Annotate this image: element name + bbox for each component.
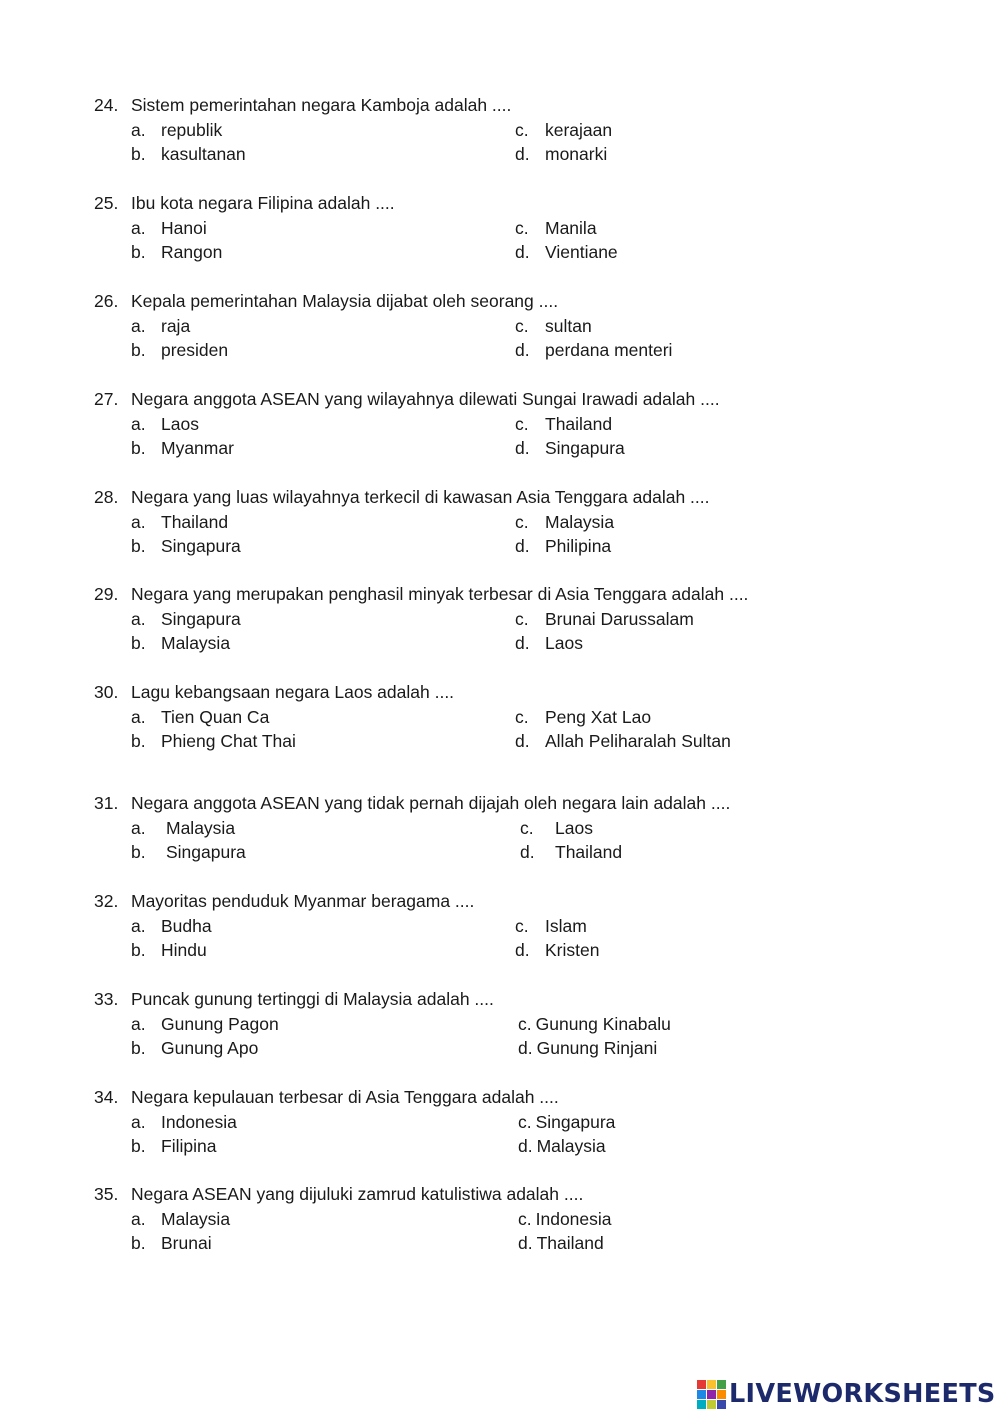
question-text: Negara yang merupakan penghasil minyak terbesar di Asia Tenggara adalah ....: [131, 584, 749, 604]
option-letter: c.: [515, 511, 529, 532]
option-letter: a.: [131, 608, 146, 629]
options: [94, 510, 954, 559]
option-text: Philipina: [545, 536, 612, 556]
option-c[interactable]: [515, 607, 694, 632]
option-text: Filipina: [161, 1136, 217, 1156]
option-letter: d.: [515, 536, 530, 556]
question-number: 29.: [94, 584, 119, 604]
option-text: Laos: [545, 633, 583, 653]
question-29: [94, 582, 954, 656]
option-letter: a.: [131, 1111, 146, 1132]
question-33: [94, 987, 954, 1061]
question-32: [94, 889, 954, 963]
option-letter: a.: [131, 1208, 146, 1229]
question-text: Negara yang luas wilayahnya terkecil di kawasan Asia Tenggara adalah ....: [131, 487, 710, 507]
option-text: Laos: [161, 413, 199, 434]
options: [94, 118, 954, 167]
option-text: Thailand: [555, 842, 623, 862]
option-a[interactable]: [131, 607, 241, 632]
question-number: 27.: [94, 389, 119, 409]
option-d[interactable]: [515, 631, 583, 656]
option-letter: b.: [131, 144, 146, 164]
option-d[interactable]: [518, 1134, 606, 1159]
options: [94, 412, 954, 461]
option-text: sultan: [545, 315, 592, 336]
option-letter: d.: [515, 940, 530, 960]
option-text: Myanmar: [161, 438, 234, 458]
option-b[interactable]: [131, 142, 246, 167]
option-d[interactable]: [515, 338, 672, 363]
option-letter: d.: [515, 144, 530, 164]
option-text: Singapura: [161, 608, 241, 629]
option-a[interactable]: [131, 216, 207, 241]
option-letter: b.: [131, 1038, 146, 1058]
options: [94, 1110, 954, 1159]
option-d[interactable]: [518, 1036, 657, 1061]
option-letter: c.: [518, 1111, 532, 1132]
option-d[interactable]: [520, 840, 622, 865]
option-letter: d.: [515, 438, 530, 458]
option-a[interactable]: [131, 118, 222, 143]
options: [94, 705, 954, 754]
question-text: Negara kepulauan terbesar di Asia Tenggara adalah ....: [131, 1087, 559, 1107]
option-letter: a.: [131, 119, 146, 140]
option-text: Singapura: [545, 438, 625, 458]
option-c[interactable]: [518, 1207, 612, 1232]
question-text: Lagu kebangsaan negara Laos adalah ....: [131, 682, 455, 702]
option-text: Malaysia: [161, 1208, 231, 1229]
question-number: 28.: [94, 487, 119, 507]
option-d[interactable]: [515, 938, 599, 963]
option-text: Vientiane: [545, 242, 618, 262]
option-text: Allah Peliharalah Sultan: [545, 731, 731, 751]
option-c[interactable]: [515, 314, 592, 339]
liveworksheets-logo[interactable]: [697, 1379, 996, 1409]
options: [94, 216, 954, 265]
option-letter: d.: [515, 242, 530, 262]
option-letter: c.: [518, 1208, 532, 1229]
option-text: Indonesia: [161, 1111, 237, 1132]
option-letter: a.: [131, 706, 146, 727]
option-letter: c.: [518, 1013, 532, 1034]
question-number: 32.: [94, 891, 119, 911]
option-c[interactable]: [515, 412, 612, 437]
option-letter: b.: [131, 536, 146, 556]
question-30: [94, 680, 954, 754]
logo-tile: [697, 1380, 706, 1389]
option-text: raja: [161, 315, 191, 336]
option-text: Brunai Darussalam: [545, 608, 694, 629]
question-number: 30.: [94, 682, 119, 702]
option-letter: a.: [131, 817, 146, 838]
option-letter: c.: [515, 119, 529, 140]
question-text: Ibu kota negara Filipina adalah ....: [131, 193, 395, 213]
option-d[interactable]: [515, 240, 618, 265]
option-text: Singapura: [166, 842, 246, 862]
question-number: 31.: [94, 793, 119, 813]
option-c[interactable]: [515, 118, 612, 143]
option-text: Malaysia: [166, 817, 236, 838]
question-number: 26.: [94, 291, 119, 311]
question-26: [94, 289, 954, 363]
option-letter: d.: [518, 1136, 533, 1156]
option-letter: d.: [520, 842, 535, 862]
option-text: kasultanan: [161, 144, 246, 164]
logo-tile: [707, 1380, 716, 1389]
option-a[interactable]: [131, 314, 190, 339]
logo-tile: [707, 1390, 716, 1399]
option-text: Singapura: [535, 1111, 616, 1132]
option-text: Budha: [161, 915, 212, 936]
option-b[interactable]: [131, 840, 246, 865]
option-text: Rangon: [161, 242, 223, 262]
option-a[interactable]: [131, 412, 199, 437]
option-letter: a.: [131, 1013, 146, 1034]
question-text: Negara anggota ASEAN yang tidak pernah dijajah oleh negara lain adalah ....: [131, 793, 731, 813]
logo-tile: [697, 1400, 706, 1409]
question-text: Negara anggota ASEAN yang wilayahnya dilewati Sungai Irawadi adalah ....: [131, 389, 720, 409]
option-b[interactable]: [131, 729, 296, 754]
option-letter: b.: [131, 842, 146, 862]
option-letter: d.: [518, 1038, 533, 1058]
option-text: Gunung Apo: [161, 1038, 259, 1058]
question-24: [94, 93, 954, 167]
option-d[interactable]: [515, 436, 625, 461]
option-a[interactable]: [131, 1012, 279, 1037]
question-number: 33.: [94, 989, 119, 1009]
option-text: Laos: [555, 817, 593, 838]
option-b[interactable]: [131, 1134, 216, 1159]
option-c[interactable]: [515, 216, 597, 241]
logo-tile: [697, 1390, 706, 1399]
option-text: Phieng Chat Thai: [161, 731, 296, 751]
option-d[interactable]: [515, 142, 607, 167]
question-number: 34.: [94, 1087, 119, 1107]
option-text: Hanoi: [161, 217, 207, 238]
option-a[interactable]: [131, 1207, 230, 1232]
option-letter: c.: [515, 915, 529, 936]
option-a[interactable]: [131, 914, 212, 939]
option-letter: d.: [515, 633, 530, 653]
question-25: [94, 191, 954, 265]
option-c[interactable]: [518, 1110, 615, 1135]
option-c[interactable]: [515, 510, 614, 535]
option-letter: d.: [518, 1233, 533, 1253]
logo-text: LIVEWORKSHEETS: [729, 1379, 996, 1409]
option-text: Islam: [545, 915, 587, 936]
option-letter: c.: [515, 315, 529, 336]
option-letter: b.: [131, 340, 146, 360]
option-letter: a.: [131, 315, 146, 336]
option-c[interactable]: [520, 816, 593, 841]
option-a[interactable]: [131, 510, 228, 535]
option-text: Thailand: [536, 1233, 604, 1253]
option-a[interactable]: [131, 816, 235, 841]
option-letter: c.: [515, 217, 529, 238]
option-c[interactable]: [518, 1012, 671, 1037]
option-b[interactable]: [131, 436, 234, 461]
options: [94, 607, 954, 656]
option-d[interactable]: [518, 1231, 604, 1256]
option-text: Manila: [545, 217, 597, 238]
options: [94, 314, 954, 363]
option-letter: c.: [515, 413, 529, 434]
options: [94, 1012, 954, 1061]
options: [94, 914, 954, 963]
option-b[interactable]: [131, 534, 241, 559]
option-b[interactable]: [131, 1036, 258, 1061]
logo-tile: [717, 1390, 726, 1399]
question-31: [94, 791, 954, 865]
option-letter: b.: [131, 1136, 146, 1156]
option-letter: a.: [131, 217, 146, 238]
option-b[interactable]: [131, 938, 207, 963]
option-b[interactable]: [131, 338, 228, 363]
question-text: Puncak gunung tertinggi di Malaysia adalah ....: [131, 989, 494, 1009]
option-letter: b.: [131, 242, 146, 262]
logo-tile: [717, 1400, 726, 1409]
option-letter: a.: [131, 413, 146, 434]
option-text: Malaysia: [545, 511, 615, 532]
option-text: Malaysia: [536, 1136, 606, 1156]
question-text: Kepala pemerintahan Malaysia dijabat oleh seorang ....: [131, 291, 559, 311]
option-text: Thailand: [161, 511, 229, 532]
option-letter: b.: [131, 731, 146, 751]
option-c[interactable]: [515, 705, 651, 730]
question-number: 25.: [94, 193, 119, 213]
option-text: Hindu: [161, 940, 207, 960]
option-text: Gunung Rinjani: [536, 1038, 658, 1058]
option-letter: d.: [515, 731, 530, 751]
question-text: Sistem pemerintahan negara Kamboja adalah ....: [131, 95, 512, 115]
question-28: [94, 485, 954, 559]
logo-tile: [717, 1380, 726, 1389]
option-b[interactable]: [131, 631, 230, 656]
option-letter: a.: [131, 915, 146, 936]
option-text: Thailand: [545, 413, 613, 434]
question-number: 35.: [94, 1184, 119, 1204]
option-text: republik: [161, 119, 223, 140]
option-text: Gunung Kinabalu: [535, 1013, 671, 1034]
option-letter: b.: [131, 438, 146, 458]
option-letter: c.: [515, 706, 529, 727]
option-text: Singapura: [161, 536, 241, 556]
question-text: Mayoritas penduduk Myanmar beragama ....: [131, 891, 475, 911]
option-text: Peng Xat Lao: [545, 706, 652, 727]
options: [94, 816, 954, 865]
option-text: monarki: [545, 144, 608, 164]
option-text: Tien Quan Ca: [161, 706, 270, 727]
option-text: kerajaan: [545, 119, 613, 140]
logo-mark-icon: [697, 1380, 726, 1409]
option-b[interactable]: [131, 240, 222, 265]
option-text: Brunai: [161, 1233, 212, 1253]
option-letter: c.: [515, 608, 529, 629]
question-text: Negara ASEAN yang dijuluki zamrud katulistiwa adalah ....: [131, 1184, 584, 1204]
question-35: [94, 1182, 954, 1256]
question-number: 24.: [94, 95, 119, 115]
option-c[interactable]: [515, 914, 587, 939]
option-a[interactable]: [131, 1110, 237, 1135]
options: [94, 1207, 954, 1256]
option-letter: c.: [520, 817, 534, 838]
option-d[interactable]: [515, 534, 611, 559]
option-text: perdana menteri: [545, 340, 673, 360]
option-letter: b.: [131, 633, 146, 653]
option-a[interactable]: [131, 705, 269, 730]
option-d[interactable]: [515, 729, 731, 754]
logo-tile: [707, 1400, 716, 1409]
option-text: Kristen: [545, 940, 600, 960]
option-letter: a.: [131, 511, 146, 532]
option-b[interactable]: [131, 1231, 212, 1256]
option-text: presiden: [161, 340, 229, 360]
option-letter: b.: [131, 940, 146, 960]
option-letter: b.: [131, 1233, 146, 1253]
option-text: Indonesia: [535, 1208, 612, 1229]
question-34: [94, 1085, 954, 1159]
option-letter: d.: [515, 340, 530, 360]
option-text: Gunung Pagon: [161, 1013, 279, 1034]
question-27: [94, 387, 954, 461]
option-text: Malaysia: [161, 633, 231, 653]
